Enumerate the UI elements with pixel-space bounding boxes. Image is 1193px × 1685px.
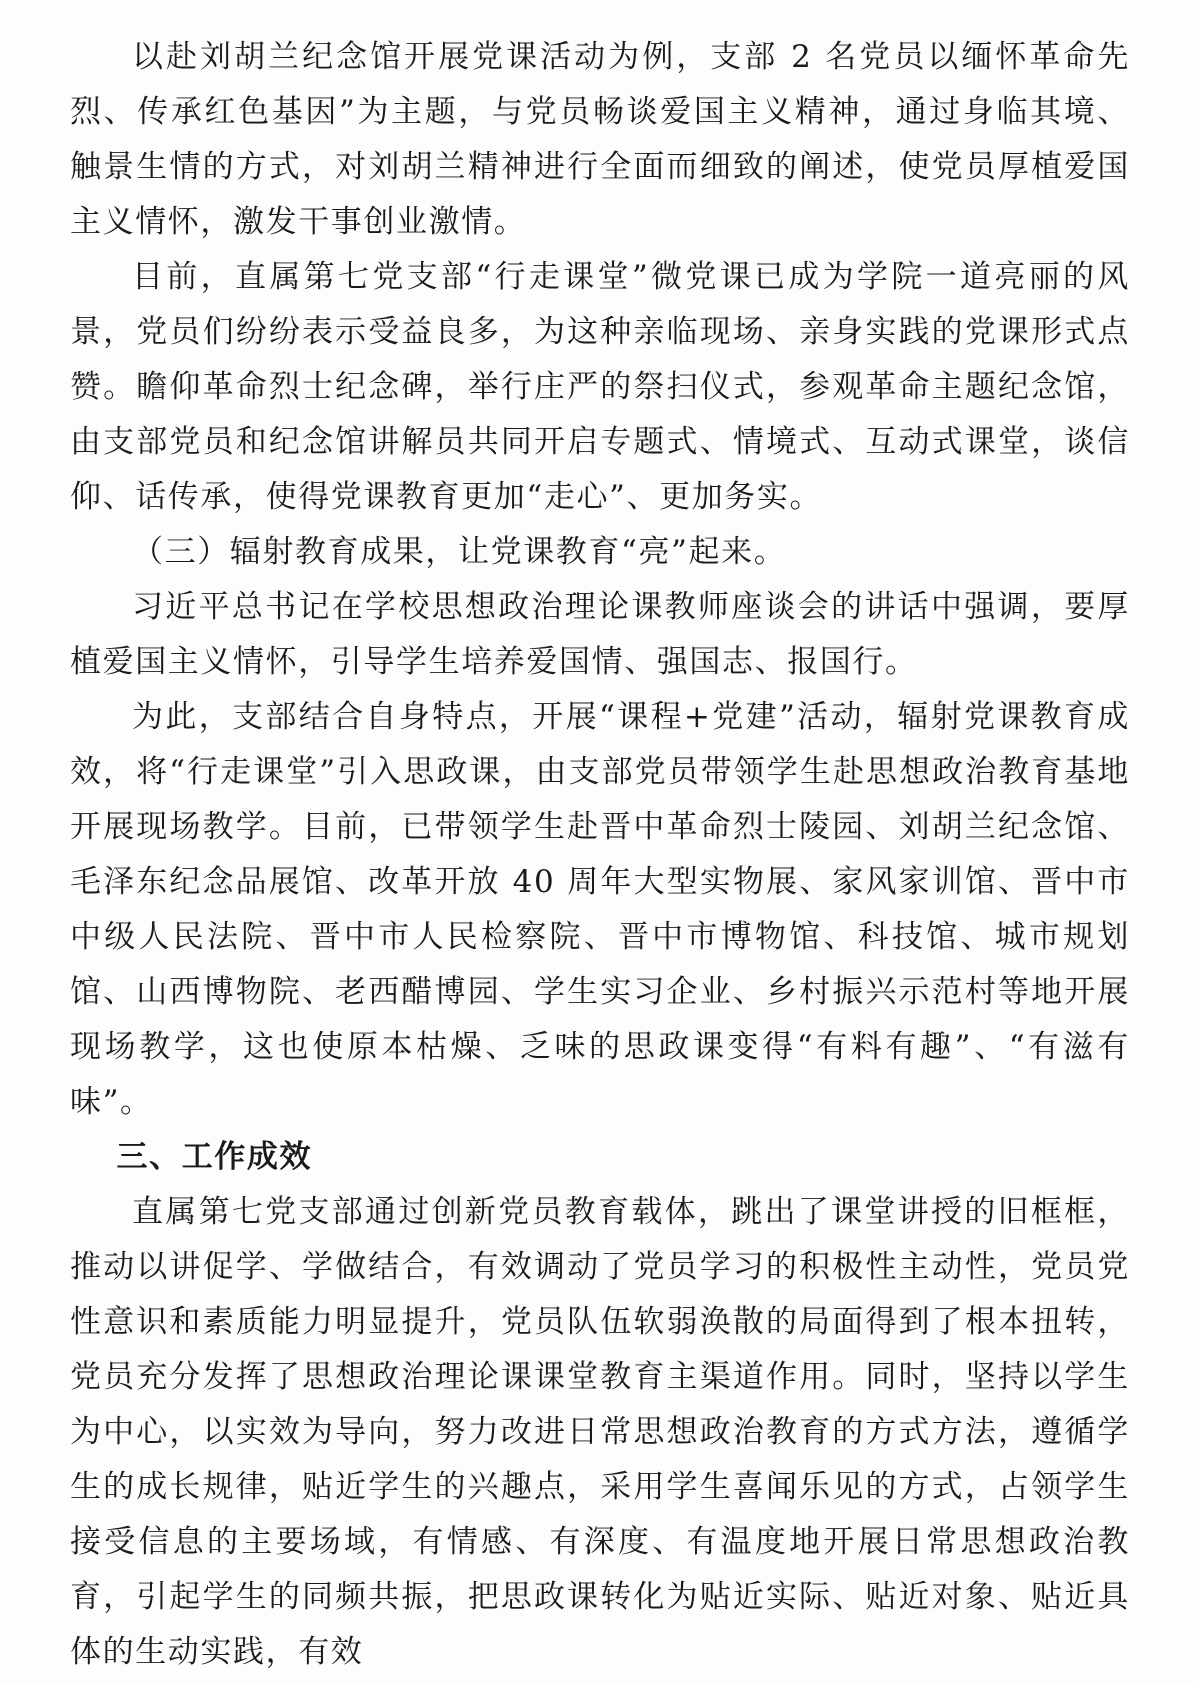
paragraph-xi-speech: 习近平总书记在学校思想政治理论课教师座谈会的讲话中强调，要厚植爱国主义情怀，引导学生培养爱国情、强国志、报国行。 bbox=[70, 589, 1130, 680]
document-body bbox=[70, 30, 1130, 1680]
paragraph-liuhulan-example: 以赴刘胡兰纪念馆开展党课活动为例，支部 2 名党员以缅怀革命先烈、传承红色基因”为主题，与党员畅谈爱国主义精神，通过身临其境、触景生情的方式，对刘胡兰精神进行全面而细致的阐述，使党员厚植爱国主义情怀，激发干事创业激情。 bbox=[70, 39, 1130, 240]
paragraph-work-results: 直属第七党支部通过创新党员教育载体，跳出了课堂讲授的旧框框，推动以讲促学、学做结合，有效调动了党员学习的积极性主动性，党员党性意识和素质能力明显提升，党员队伍软弱涣散的局面得到了根本扭转，党员充分发挥了思想政治理论课课堂教育主渠道作用。同时，坚持以学生为中心，以实效为导向，努力改进日常思想政治教育的方式方法，遵循学生的成长规律，贴近学生的兴趣点，采用学生喜闻乐见的方式，占领学生接受信息的主要场域，有情感、有深度、有温度地开展日常思想政治教育，引起学生的同频共振，把思政课转化为贴近实际、贴近对象、贴近具体的生动实践，有效 bbox=[70, 1194, 1130, 1670]
section-heading-work-results: 三、工作成效 bbox=[116, 1139, 313, 1175]
subheading-radiate-results: （三）辐射教育成果，让党课教育“亮”起来。 bbox=[132, 534, 787, 570]
paragraph-course-party-building: 为此，支部结合自身特点，开展“课程+党建”活动，辐射党课教育成效，将“行走课堂”引入思政课，由支部党员带领学生赴思想政治教育基地开展现场教学。目前，已带领学生赴晋中革命烈士陵园、刘胡兰纪念馆、毛泽东纪念品展馆、改革开放 40 周年大型实物展、家风家训馆、晋中市中级人民法院、晋中市人民检察院、晋中市博物馆、科技馆、城市规划馆、山西博物院、老西醋博园、学生实习企业、乡村振兴示范村等地开展现场教学，这也使原本枯燥、乏味的思政课变得“有料有趣”、“有滋有味”。 bbox=[70, 699, 1130, 1120]
paragraph-walking-classroom: 目前，直属第七党支部“行走课堂”微党课已成为学院一道亮丽的风景，党员们纷纷表示受益良多，为这种亲临现场、亲身实践的党课形式点赞。瞻仰革命烈士纪念碑，举行庄严的祭扫仪式，参观革命主题纪念馆，由支部党员和纪念馆讲解员共同开启专题式、情境式、互动式课堂，谈信仰、话传承，使得党课教育更加“走心”、更加务实。 bbox=[70, 259, 1130, 515]
